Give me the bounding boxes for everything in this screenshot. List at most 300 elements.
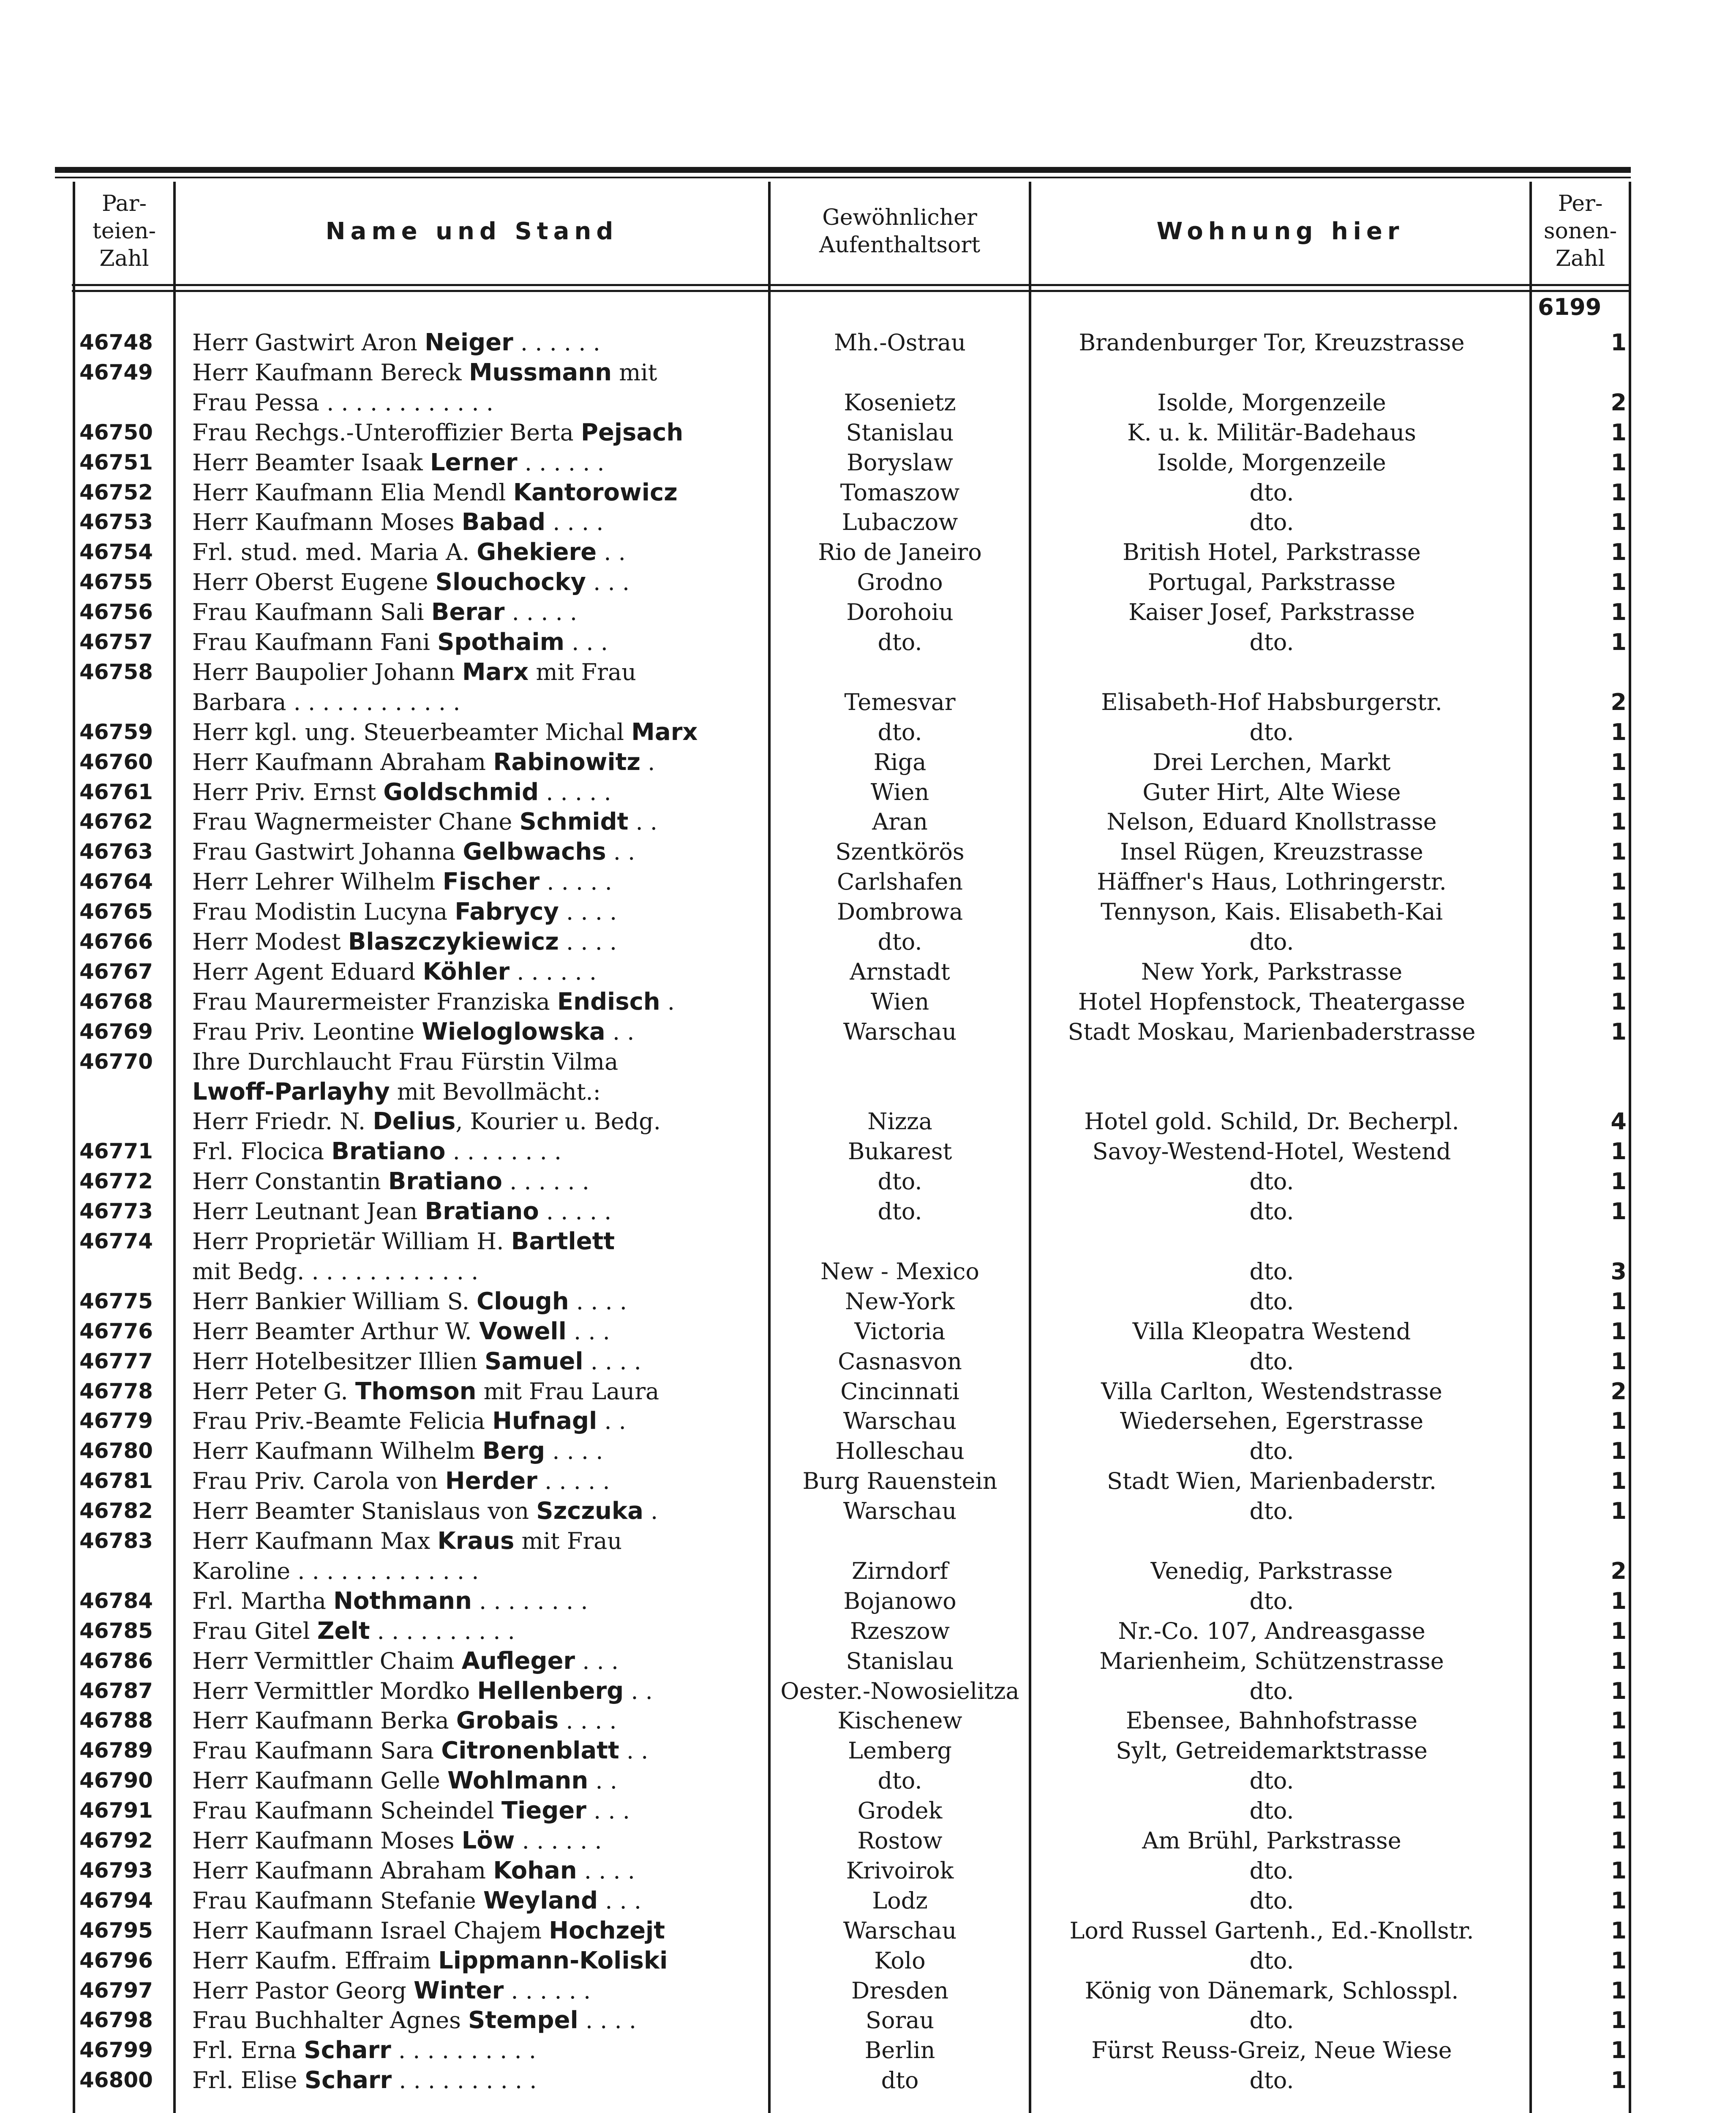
party-number: 46761 bbox=[79, 779, 153, 804]
name-prefix: Frau Priv. Leontine bbox=[192, 1018, 422, 1045]
local-address: Nelson, Eduard Knollstrasse bbox=[1106, 808, 1437, 835]
name-and-status bbox=[192, 537, 758, 567]
party-number bbox=[79, 388, 168, 418]
usual-residence: Holleschau bbox=[835, 1438, 965, 1465]
name-prefix: Herr Peter G. bbox=[192, 1378, 355, 1405]
usual-residence: Rostow bbox=[857, 1827, 943, 1854]
local-address: Villa Carlton, Westendstrasse bbox=[1101, 1378, 1442, 1405]
name-prefix: Herr Kaufmann Moses bbox=[192, 1827, 462, 1854]
name-and-status bbox=[192, 717, 758, 747]
usual-residence bbox=[773, 1526, 1027, 1556]
name-prefix: Herr Kaufmann Max bbox=[192, 1528, 438, 1554]
usual-residence: Arnstadt bbox=[850, 958, 950, 985]
header-num bbox=[75, 182, 173, 281]
usual-residence: Berlin bbox=[864, 2037, 935, 2064]
person-count: 1 bbox=[1611, 569, 1627, 596]
table-row bbox=[0, 1406, 1736, 1436]
header-persons-line-1: Per- bbox=[1558, 191, 1603, 216]
party-number: 46795 bbox=[79, 1918, 153, 1943]
name-and-status bbox=[192, 747, 758, 777]
party-number: 46749 bbox=[79, 360, 153, 385]
person-count bbox=[1521, 1047, 1627, 1077]
local-address: dto. bbox=[1249, 479, 1294, 506]
name-suffix: . . bbox=[624, 1677, 653, 1704]
party-number: 46763 bbox=[79, 839, 153, 864]
table-row bbox=[0, 1886, 1736, 1916]
name-and-status bbox=[192, 1256, 758, 1286]
table-row bbox=[0, 1706, 1736, 1736]
header-persons-line-3: Zahl bbox=[1555, 246, 1605, 271]
local-address: Am Brühl, Parkstrasse bbox=[1142, 1827, 1401, 1854]
surname: Hellenberg bbox=[477, 1677, 624, 1705]
usual-residence: Casnasvon bbox=[838, 1348, 962, 1375]
surname: Aufleger bbox=[461, 1647, 575, 1675]
surname: Weyland bbox=[483, 1886, 598, 1914]
table-row bbox=[0, 747, 1736, 777]
local-address: Ebensee, Bahnhofstrasse bbox=[1126, 1707, 1418, 1734]
person-count: 1 bbox=[1611, 1887, 1627, 1914]
table-row bbox=[0, 687, 1736, 717]
surname: Babad bbox=[461, 508, 546, 536]
person-count: 1 bbox=[1611, 599, 1627, 626]
name-and-status bbox=[192, 1047, 758, 1077]
surname: Goldschmid bbox=[383, 778, 539, 806]
party-number: 46780 bbox=[79, 1439, 153, 1463]
name-suffix: mit Frau bbox=[529, 658, 636, 685]
surname: Bratiano bbox=[425, 1198, 539, 1226]
name-and-status bbox=[192, 2005, 758, 2035]
person-count: 1 bbox=[1611, 748, 1627, 775]
name-prefix: Herr Beamter Isaak bbox=[192, 449, 430, 476]
person-count: 1 bbox=[1611, 1288, 1627, 1315]
surname: Lerner bbox=[430, 448, 518, 476]
party-number: 46775 bbox=[79, 1289, 153, 1313]
local-address: Isolde, Morgenzeile bbox=[1157, 449, 1386, 476]
local-address: Savoy-Westend-Hotel, Westend bbox=[1092, 1138, 1451, 1165]
surname: Marx bbox=[631, 718, 698, 746]
name-suffix: . bbox=[640, 748, 655, 775]
name-suffix: . . . . . bbox=[539, 778, 611, 805]
header-address-label: Wohnung hier bbox=[1156, 217, 1404, 245]
surname: Scharr bbox=[304, 2037, 391, 2064]
name-prefix: Frau Pessa . . . . . . . . . . . . bbox=[192, 389, 493, 416]
party-number: 46787 bbox=[79, 1678, 153, 1703]
usual-residence bbox=[773, 657, 1027, 687]
surname: Fischer bbox=[442, 868, 540, 896]
local-address: Stadt Moskau, Marienbaderstrasse bbox=[1068, 1018, 1476, 1045]
local-address: Hotel Hopfenstock, Theatergasse bbox=[1078, 988, 1466, 1015]
person-count: 1 bbox=[1611, 1468, 1627, 1495]
person-count: 1 bbox=[1611, 1587, 1627, 1614]
surname: Löw bbox=[461, 1827, 515, 1854]
usual-residence: dto. bbox=[878, 1168, 922, 1195]
local-address: Stadt Wien, Marienbaderstr. bbox=[1106, 1468, 1437, 1495]
usual-residence: dto. bbox=[878, 1198, 922, 1225]
person-count: 1 bbox=[1611, 1408, 1627, 1435]
name-prefix: Herr Beamter Arthur W. bbox=[192, 1318, 479, 1345]
name-suffix: . . bbox=[588, 1767, 617, 1794]
usual-residence: Boryslaw bbox=[847, 449, 953, 476]
header-persons-line-2: sonen- bbox=[1543, 218, 1617, 244]
name-suffix: . . . . bbox=[559, 928, 617, 955]
name-prefix: Herr Kaufmann Israel Chajem bbox=[192, 1917, 549, 1944]
name-prefix: Herr Beamter Stanislaus von bbox=[192, 1498, 537, 1525]
surname: Spothaim bbox=[437, 628, 564, 656]
party-number: 46756 bbox=[79, 600, 153, 625]
name-prefix: Frau Kaufmann Scheindel bbox=[192, 1797, 501, 1824]
name-and-status bbox=[192, 448, 758, 478]
person-count: 1 bbox=[1611, 808, 1627, 835]
header-num-line-2: teien- bbox=[92, 218, 156, 244]
table-row bbox=[0, 2005, 1736, 2035]
surname: Winter bbox=[414, 1977, 504, 2004]
header-persons bbox=[1532, 182, 1629, 281]
name-prefix: Herr Kaufmann Abraham bbox=[192, 748, 493, 775]
person-count: 1 bbox=[1611, 988, 1627, 1015]
person-count: 1 bbox=[1611, 778, 1627, 805]
usual-residence bbox=[773, 1226, 1027, 1256]
party-number bbox=[79, 1106, 168, 1136]
local-address: Brandenburger Tor, Kreuzstrasse bbox=[1079, 329, 1465, 356]
local-address: Marienheim, Schützenstrasse bbox=[1099, 1647, 1444, 1674]
table-row bbox=[0, 1646, 1736, 1676]
local-address: Drei Lerchen, Markt bbox=[1153, 748, 1391, 775]
table-row bbox=[0, 507, 1736, 537]
party-number: 46799 bbox=[79, 2038, 153, 2063]
local-address: Nr.-Co. 107, Andreasgasse bbox=[1118, 1617, 1425, 1644]
local-address: Fürst Reuss-Greiz, Neue Wiese bbox=[1091, 2037, 1452, 2064]
name-prefix: Frl. Martha bbox=[192, 1587, 334, 1614]
person-count: 1 bbox=[1611, 329, 1627, 356]
surname: Herder bbox=[445, 1467, 537, 1495]
name-prefix: Herr Proprietär William H. bbox=[192, 1228, 511, 1255]
name-prefix: Frl. Elise bbox=[192, 2067, 305, 2094]
party-number: 46764 bbox=[79, 869, 153, 894]
party-number: 46772 bbox=[79, 1169, 153, 1194]
party-number: 46750 bbox=[79, 420, 153, 445]
header-origin-line-1: Gewöhnlicher bbox=[822, 205, 977, 230]
name-and-status bbox=[192, 328, 758, 358]
name-prefix: Herr Pastor Georg bbox=[192, 1977, 414, 2004]
usual-residence: Dresden bbox=[851, 1977, 949, 2004]
table-row bbox=[0, 1256, 1736, 1286]
usual-residence: Wien bbox=[870, 778, 929, 805]
name-and-status bbox=[192, 1226, 758, 1256]
name-suffix: . . bbox=[605, 1018, 635, 1045]
name-and-status bbox=[192, 1556, 758, 1586]
table-row bbox=[0, 1017, 1736, 1047]
name-suffix: mit bbox=[611, 359, 657, 386]
surname: Grobais bbox=[456, 1707, 559, 1735]
name-prefix: Karoline . . . . . . . . . . . . . bbox=[192, 1557, 479, 1584]
surname: Mussmann bbox=[469, 358, 612, 386]
name-prefix: Herr kgl. ung. Steuerbeamter Michal bbox=[192, 718, 632, 745]
party-number: 46758 bbox=[79, 659, 153, 684]
name-suffix: . . . . . bbox=[537, 1468, 610, 1495]
name-and-status bbox=[192, 1706, 758, 1736]
party-number: 46751 bbox=[79, 450, 153, 475]
name-and-status bbox=[192, 837, 758, 867]
party-number: 46793 bbox=[79, 1858, 153, 1883]
name-suffix: . . bbox=[597, 539, 626, 566]
surname: Hochzejt bbox=[549, 1916, 665, 1944]
local-address: Lord Russel Gartenh., Ed.-Knollstr. bbox=[1069, 1917, 1474, 1944]
table-row bbox=[0, 1376, 1736, 1406]
party-number: 46765 bbox=[79, 899, 153, 924]
local-address bbox=[1035, 1077, 1508, 1107]
table-row bbox=[0, 1436, 1736, 1466]
table-row bbox=[0, 807, 1736, 837]
name-prefix: Frau Rechgs.-Unteroffizier Berta bbox=[192, 419, 581, 446]
local-address: dto. bbox=[1249, 2007, 1294, 2034]
name-suffix: . . . bbox=[575, 1647, 619, 1674]
person-count: 1 bbox=[1611, 1977, 1627, 2004]
person-count: 2 bbox=[1611, 688, 1627, 715]
usual-residence: Krivoirok bbox=[846, 1857, 954, 1884]
usual-residence: Rzeszow bbox=[850, 1617, 950, 1644]
local-address: dto. bbox=[1249, 629, 1294, 655]
person-count: 1 bbox=[1611, 2067, 1627, 2094]
person-count: 1 bbox=[1611, 1917, 1627, 1944]
table-row bbox=[0, 567, 1736, 597]
name-prefix: Frau Kaufmann Fani bbox=[192, 629, 438, 655]
usual-residence: Lubaczow bbox=[842, 509, 958, 536]
surname: Blaszczykiewicz bbox=[348, 928, 559, 955]
table-row bbox=[0, 927, 1736, 957]
table-row bbox=[0, 478, 1736, 508]
name-prefix: Herr Vermittler Chaim bbox=[192, 1647, 462, 1674]
surname: Szczuka bbox=[536, 1497, 643, 1525]
name-prefix: Frau Modistin Lucyna bbox=[192, 898, 455, 925]
table-row bbox=[0, 627, 1736, 657]
usual-residence: Lodz bbox=[872, 1887, 928, 1914]
party-number: 46752 bbox=[79, 480, 153, 505]
name-and-status bbox=[192, 627, 758, 657]
name-prefix: Frau Priv. Carola von bbox=[192, 1468, 445, 1495]
name-prefix: Herr Kaufm. Effraim bbox=[192, 1947, 439, 1974]
local-address: Kaiser Josef, Parkstrasse bbox=[1128, 599, 1415, 626]
local-address: dto. bbox=[1249, 1258, 1294, 1285]
surname: Rabinowitz bbox=[493, 748, 641, 776]
usual-residence bbox=[773, 1077, 1027, 1107]
name-and-status bbox=[192, 1316, 758, 1346]
usual-residence: Mh.-Ostrau bbox=[834, 329, 966, 356]
party-number: 46788 bbox=[79, 1708, 153, 1733]
name-prefix: Frau Buchhalter Agnes bbox=[192, 2007, 468, 2034]
name-prefix: Frl. Erna bbox=[192, 2037, 304, 2064]
name-and-status bbox=[192, 1526, 758, 1556]
table-row bbox=[0, 987, 1736, 1017]
surname: Wieloglowska bbox=[422, 1018, 605, 1046]
person-count: 1 bbox=[1611, 718, 1627, 745]
local-address: dto. bbox=[1249, 928, 1294, 955]
party-number: 46754 bbox=[79, 540, 153, 565]
name-and-status bbox=[192, 1586, 758, 1616]
name-prefix: Herr Friedr. N. bbox=[192, 1108, 373, 1135]
usual-residence: Bukarest bbox=[848, 1138, 952, 1165]
party-number: 46769 bbox=[79, 1019, 153, 1044]
person-count: 1 bbox=[1611, 2037, 1627, 2064]
party-number: 46789 bbox=[79, 1738, 153, 1763]
party-number: 46757 bbox=[79, 630, 153, 654]
usual-residence: Warschau bbox=[843, 1408, 957, 1435]
name-prefix: Frau Maurermeister Franziska bbox=[192, 988, 557, 1015]
name-suffix: . . . . . . bbox=[517, 449, 605, 476]
name-and-status bbox=[192, 597, 758, 627]
local-address: dto. bbox=[1249, 1887, 1294, 1914]
person-count: 1 bbox=[1611, 1168, 1627, 1195]
surname: Citronenblatt bbox=[441, 1737, 619, 1765]
person-count bbox=[1521, 657, 1627, 687]
surname: Pejsach bbox=[580, 418, 684, 446]
usual-residence: Kolo bbox=[874, 1947, 926, 1974]
name-prefix: Herr Vermittler Mordko bbox=[192, 1677, 477, 1704]
table-row bbox=[0, 1136, 1736, 1166]
name-suffix: . . bbox=[606, 838, 635, 865]
surname: Kantorowicz bbox=[513, 478, 678, 506]
local-address: dto. bbox=[1249, 1198, 1294, 1225]
usual-residence: Wien bbox=[870, 988, 929, 1015]
surname: Bratiano bbox=[331, 1138, 446, 1166]
usual-residence: Kischenew bbox=[837, 1707, 962, 1734]
usual-residence: Grodek bbox=[857, 1797, 943, 1824]
party-number: 46783 bbox=[79, 1529, 153, 1553]
party-number: 46792 bbox=[79, 1828, 153, 1853]
usual-residence: Burg Rauenstein bbox=[802, 1468, 997, 1495]
person-count: 1 bbox=[1611, 1198, 1627, 1225]
table-row bbox=[0, 537, 1736, 567]
name-suffix: . . . . bbox=[577, 1857, 635, 1884]
name-and-status bbox=[192, 1796, 758, 1826]
name-prefix: Frau Kaufmann Sali bbox=[192, 599, 431, 626]
usual-residence: dto bbox=[881, 2067, 919, 2094]
party-number bbox=[79, 1556, 168, 1586]
table-row bbox=[0, 957, 1736, 987]
person-count: 1 bbox=[1611, 1617, 1627, 1644]
local-address: dto. bbox=[1249, 1498, 1294, 1525]
local-address: Portugal, Parkstrasse bbox=[1147, 569, 1396, 596]
name-suffix: . . . . . . bbox=[502, 1168, 589, 1195]
local-address: K. u. k. Militär-Badehaus bbox=[1127, 419, 1416, 446]
party-number bbox=[79, 1256, 168, 1286]
name-and-status bbox=[192, 1856, 758, 1886]
name-prefix: Herr Kaufmann Bereck bbox=[192, 359, 469, 386]
name-and-status bbox=[192, 1286, 758, 1316]
surname: Scharr bbox=[304, 2067, 392, 2094]
surname: Berg bbox=[482, 1437, 545, 1465]
name-suffix: . . . . bbox=[578, 2007, 636, 2034]
name-prefix: Herr Kaufmann Gelle bbox=[192, 1767, 448, 1794]
local-address: Venedig, Parkstrasse bbox=[1150, 1557, 1393, 1584]
table-row bbox=[0, 1736, 1736, 1766]
table-row bbox=[0, 328, 1736, 358]
usual-residence: Victoria bbox=[854, 1318, 946, 1345]
name-and-status bbox=[192, 358, 758, 388]
usual-residence: Bojanowo bbox=[843, 1587, 957, 1614]
person-count: 2 bbox=[1611, 1557, 1627, 1584]
header-address bbox=[1031, 182, 1529, 281]
name-prefix: Herr Kaufmann Abraham bbox=[192, 1857, 493, 1884]
top-rule-thick bbox=[55, 167, 1631, 173]
name-prefix: Frau Priv.-Beamte Felicia bbox=[192, 1408, 493, 1435]
table-row bbox=[0, 717, 1736, 747]
name-prefix: Herr Kaufmann Wilhelm bbox=[192, 1438, 482, 1465]
local-address: Insel Rügen, Kreuzstrasse bbox=[1120, 838, 1423, 865]
name-suffix: . . . . . . . . . . bbox=[392, 2067, 537, 2094]
table-row bbox=[0, 1196, 1736, 1226]
name-suffix: . . bbox=[628, 808, 657, 835]
party-number: 46777 bbox=[79, 1349, 153, 1373]
person-count: 1 bbox=[1611, 1498, 1627, 1525]
usual-residence: Kosenietz bbox=[844, 389, 956, 416]
party-number: 46753 bbox=[79, 510, 153, 535]
local-address bbox=[1035, 1526, 1508, 1556]
name-prefix: Herr Kaufmann Elia Mendl bbox=[192, 479, 513, 506]
party-number: 46776 bbox=[79, 1319, 153, 1343]
surname: Slouchocky bbox=[435, 568, 586, 596]
party-number: 46781 bbox=[79, 1469, 153, 1493]
person-count bbox=[1521, 1226, 1627, 1256]
local-address: Villa Kleopatra Westend bbox=[1132, 1318, 1411, 1345]
header-origin-line-2: Aufenthaltsort bbox=[819, 232, 981, 258]
name-and-status bbox=[192, 897, 758, 927]
person-count: 4 bbox=[1611, 1108, 1627, 1135]
name-prefix: Herr Priv. Ernst bbox=[192, 778, 384, 805]
usual-residence: Dorohoiu bbox=[846, 599, 954, 626]
surname: Neiger bbox=[425, 329, 513, 356]
party-number: 46800 bbox=[79, 2068, 153, 2093]
person-count: 1 bbox=[1611, 1318, 1627, 1345]
usual-residence: Tomaszow bbox=[840, 479, 960, 506]
surname: Delius bbox=[373, 1108, 456, 1136]
person-count: 1 bbox=[1611, 958, 1627, 985]
person-count bbox=[1521, 358, 1627, 388]
name-prefix: Frl. stud. med. Maria A. bbox=[192, 539, 477, 566]
party-number: 46768 bbox=[79, 989, 153, 1014]
name-prefix: Herr Baupolier Johann bbox=[192, 658, 462, 685]
person-count: 1 bbox=[1611, 1827, 1627, 1854]
table-row bbox=[0, 777, 1736, 807]
name-suffix: . . . . bbox=[559, 898, 617, 925]
surname: Berar bbox=[431, 598, 505, 626]
carry-over-total: 6199 bbox=[1538, 294, 1602, 320]
table-row bbox=[0, 1586, 1736, 1616]
party-number bbox=[79, 687, 168, 717]
party-number: 46767 bbox=[79, 959, 153, 984]
name-suffix: . . . . . . bbox=[513, 329, 600, 356]
name-prefix: Frau Kaufmann Stefanie bbox=[192, 1887, 483, 1914]
party-number: 46762 bbox=[79, 809, 153, 834]
local-address: New York, Parkstrasse bbox=[1141, 958, 1403, 985]
usual-residence: dto. bbox=[878, 928, 922, 955]
table-row bbox=[0, 358, 1736, 388]
usual-residence: Warschau bbox=[843, 1917, 957, 1944]
table-row bbox=[0, 867, 1736, 897]
usual-residence: Sorau bbox=[865, 2007, 935, 2034]
name-prefix: mit Bedg. . . . . . . . . . . . . bbox=[192, 1258, 479, 1285]
table-row bbox=[0, 1826, 1736, 1856]
name-and-status bbox=[192, 1766, 758, 1796]
party-number: 46786 bbox=[79, 1648, 153, 1673]
surname: Zelt bbox=[317, 1617, 370, 1645]
name-and-status bbox=[192, 1496, 758, 1526]
name-and-status bbox=[192, 1106, 758, 1136]
table-row bbox=[0, 1286, 1736, 1316]
table-row bbox=[0, 1976, 1736, 2006]
party-number: 46766 bbox=[79, 929, 153, 954]
table-row bbox=[0, 897, 1736, 927]
surname: Endisch bbox=[557, 988, 660, 1016]
